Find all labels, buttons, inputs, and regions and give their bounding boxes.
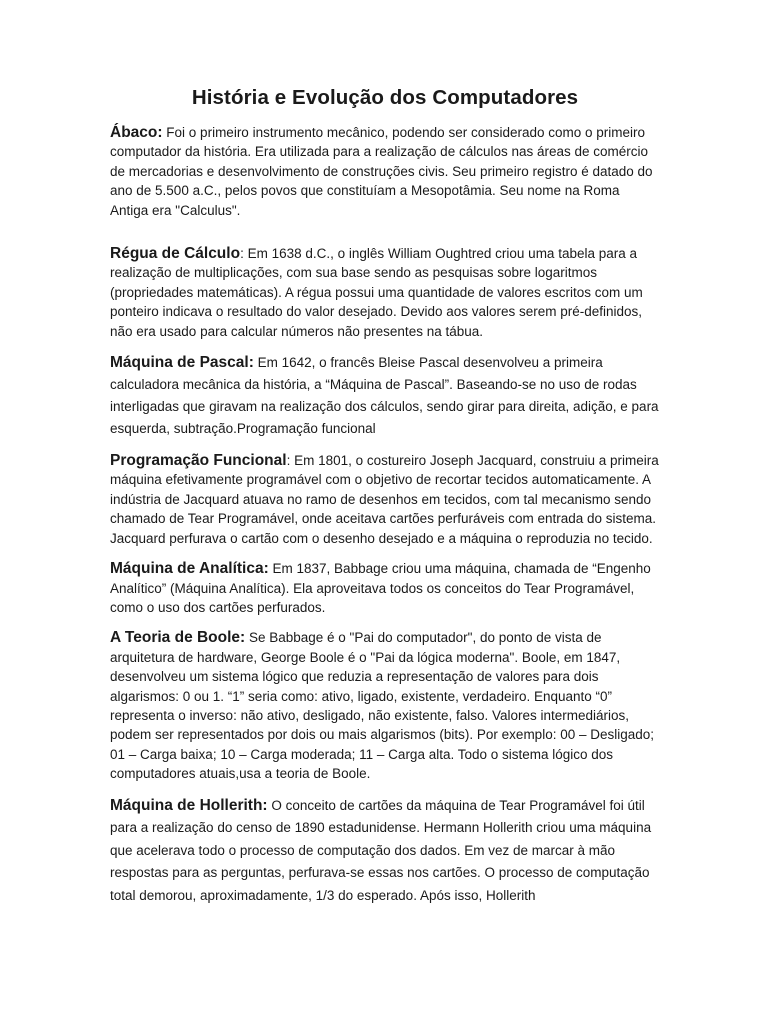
section-term: Régua de Cálculo — [110, 245, 241, 263]
section-maquina-analitica — [110, 559, 660, 617]
section-programacao-funcional — [110, 451, 660, 548]
section-term: Máquina de Pascal: — [110, 354, 254, 372]
section-abaco — [110, 123, 660, 220]
section-term: Máquina de Hollerith: — [110, 796, 268, 814]
section-term: A Teoria de Boole: — [110, 629, 246, 647]
section-regua-de-calculo — [110, 244, 660, 341]
section-maquina-de-hollerith — [110, 795, 660, 908]
section-text: Foi o primeiro instrumento mecânico, podendo ser considerado como o primeiro computador da história. Era utilizada para a realização de cálculos nas áreas de comércio de mercadorias e desenvolvimento de construções civis. Seu primeiro registro é datado do ano de 5.500 a.C., pelos povos que constituíam a Mesopotâmia. Seu nome na Roma Antiga era "Calculus". — [110, 125, 653, 218]
section-text: : Em 1801, o costureiro Joseph Jacquard, construiu a primeira máquina efetivamente programável com o objetivo de recortar tecidos automaticamente. A indústria de Jacquard atuava no ramo de desenhos em tecidos, com tal mecanismo sendo chamado de Tear Programável, onde aceitava cartões perfuráveis com entrada do sistema. Jacquard perfurava o cartão com o desenho desejado e a máquina o reproduzia no tecido. — [110, 453, 659, 546]
section-teoria-de-boole — [110, 628, 660, 783]
section-text: O conceito de cartões da máquina de Tear Programável foi útil para a realização do censo de 1890 estadunidense. Hermann Hollerith criou uma máquina que acelerava todo o processo de computação dos dados. Em vez de marcar à mão respostas para as perguntas, perfurava-se essas nos cartões. O processo de computação total demorou, aproximadamente, 1/3 do esperado. Após isso, Hollerith — [110, 797, 652, 903]
section-text: : Em 1638 d.C., o inglês William Oughtred criou uma tabela para a realização de multiplicações, com sua base sendo as pesquisas sobre logaritmos (propriedades matemáticas). A régua possui uma quantidade de valores escritos com um ponteiro indicava o resultado do valor desejado. Devido aos valores serem pré-definidos, não era usado para calcular números não presentes na tábua. — [110, 246, 643, 339]
section-term: Programação Funcional — [110, 452, 287, 470]
section-text: Em 1837, Babbage criou uma máquina, chamada de “Engenho Analítico” (Máquina Analítica). Ela aproveitava todos os conceitos do Tear Programável, como o uso dos cartões perfurados. — [110, 561, 651, 615]
section-maquina-de-pascal — [110, 352, 660, 440]
section-text: Se Babbage é o "Pai do computador", do ponto de vista de arquitetura de hardware, George Boole é o "Pai da lógica moderna". Boole, em 1847, desenvolveu um sistema lógico que reduzia a representação de valores para dois algarismos: 0 ou 1. “1” seria como: ativo, ligado, existente, verdadeiro. Enquanto “0” representa o inverso: não ativo, desligado, não existente, falso. Valores intermediários, podem ser representados por dois ou mais algarismos (bits). Por exemplo: 00 – Desligado; 01 – Carga baixa; 10 – Carga moderada; 11 – Carga alta. Todo o sistema lógico dos computadores atuais,usa a teoria de Boole. — [110, 630, 655, 782]
section-text: Em 1642, o francês Bleise Pascal desenvolveu a primeira calculadora mecânica da história, a “Máquina de Pascal”. Baseando-se no uso de rodas interligadas que giravam na realização dos cálculos, sendo girar para direita, adição, e para esquerda, subtração.Programação funcional — [110, 355, 659, 437]
document-title: História e Evolução dos Computadores — [191, 86, 579, 109]
section-term: Ábaco: — [110, 124, 163, 141]
section-term: Máquina de Analítica: — [110, 560, 269, 578]
